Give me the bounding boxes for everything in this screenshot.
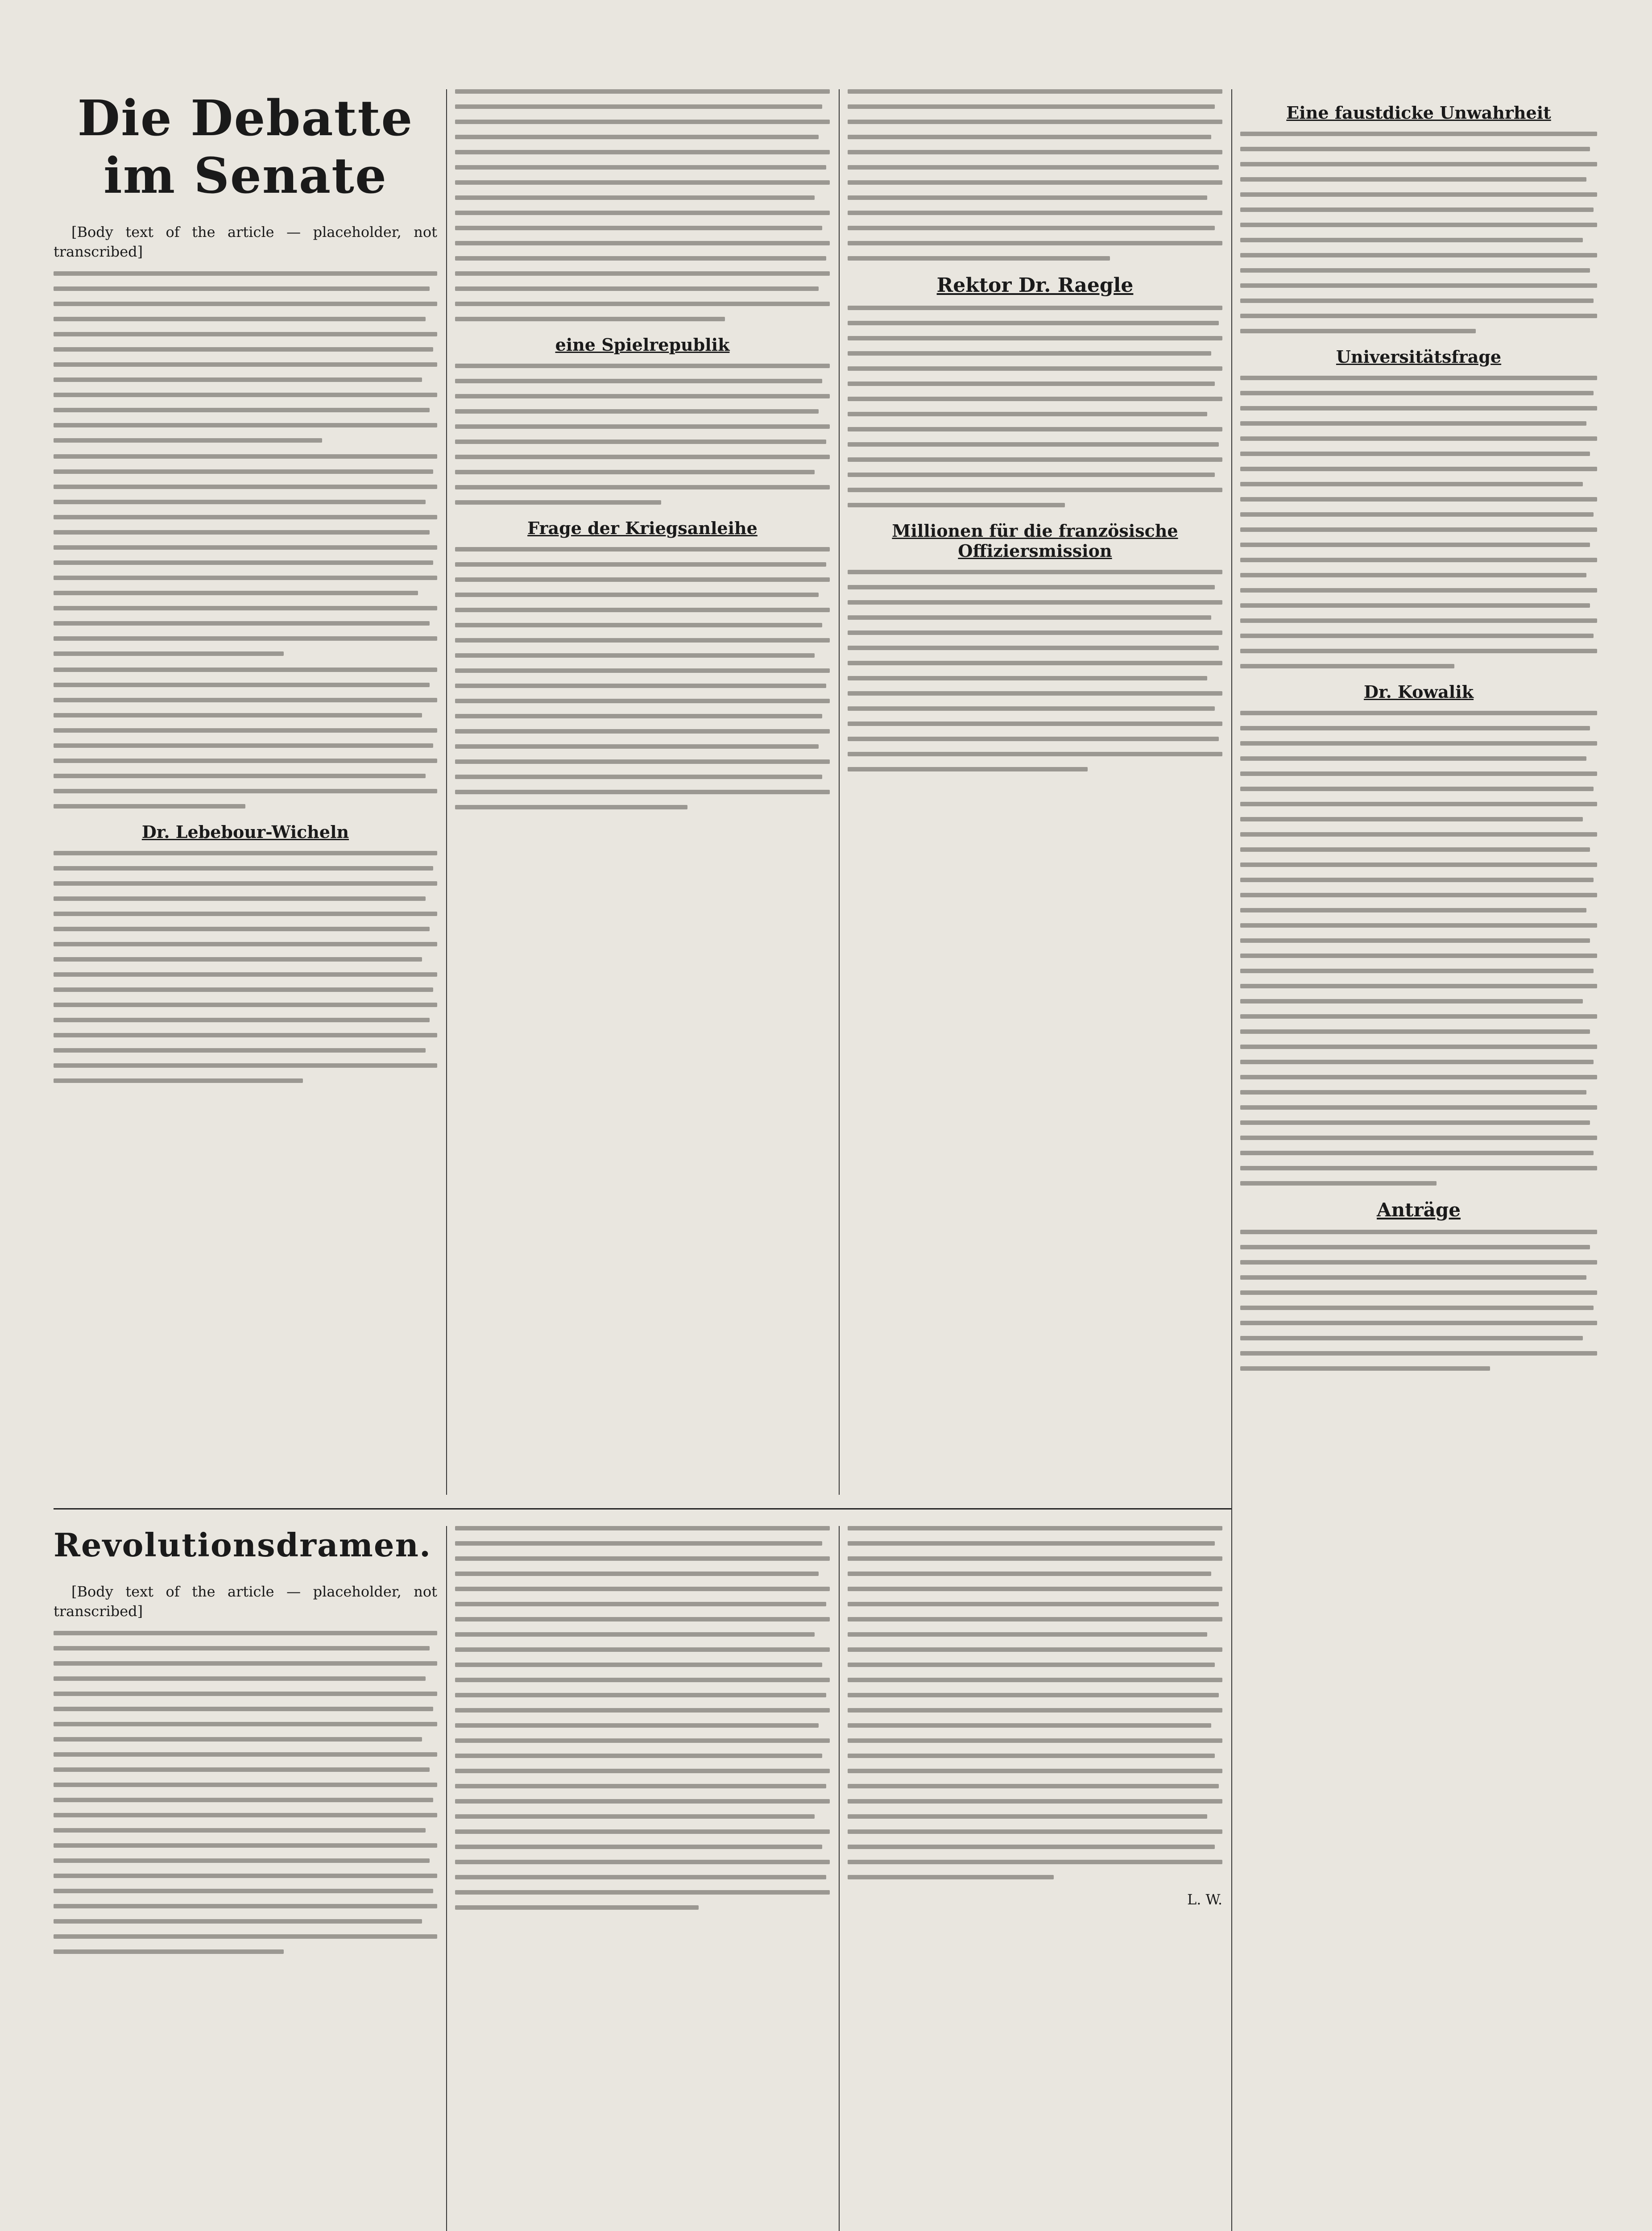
text-block	[54, 851, 437, 1083]
subhead: Millionen für die französische Offiziersmission	[892, 521, 1178, 561]
text-block	[455, 89, 830, 321]
subhead: Universitätsfrage	[1336, 347, 1502, 367]
subhead: eine Spielrepublik	[555, 335, 730, 355]
main-article-column-4	[1240, 89, 1597, 2231]
subhead: Rektor Dr. Raegle	[936, 274, 1134, 297]
subhead: Dr. Kowalik	[1363, 682, 1474, 702]
text-block	[54, 454, 437, 656]
column-rule	[839, 89, 840, 1495]
second-article-column-1	[54, 1526, 437, 2231]
text-block	[1240, 1230, 1597, 1371]
column-rule	[446, 89, 447, 1495]
column-rule	[1231, 89, 1232, 2231]
column-rule	[446, 1526, 447, 2231]
article-paragraph: [Body text of the article — placeholder, not transcribed]	[54, 1583, 437, 1620]
text-block	[54, 1631, 437, 1954]
text-block	[848, 570, 1222, 771]
subhead: Eine faustdicke Unwahrheit	[1286, 103, 1551, 123]
text-block	[455, 1526, 830, 1910]
article-paragraph: [Body text of the article — placeholder, not transcribed]	[54, 224, 437, 260]
text-block	[1240, 376, 1597, 668]
main-article-column-2	[455, 89, 830, 1499]
text-block	[1240, 132, 1597, 333]
text-block	[455, 547, 830, 809]
text-block	[848, 1526, 1222, 1879]
second-article-column-2	[455, 1526, 830, 2231]
text-block	[54, 668, 437, 809]
text-block	[848, 89, 1222, 261]
main-article-column-1	[54, 89, 437, 1499]
second-article-column-3	[848, 1526, 1222, 2231]
article-divider	[54, 1508, 1231, 1509]
subhead: Frage der Kriegsanleihe	[527, 518, 758, 538]
main-headline: Die Debatte im Senate	[77, 89, 414, 204]
main-article-column-3	[848, 89, 1222, 1499]
article-signature: L. W.	[1187, 1891, 1222, 1908]
text-block	[848, 306, 1222, 507]
subhead: Dr. Lebebour-Wicheln	[141, 822, 349, 842]
subhead: Anträge	[1377, 1199, 1461, 1221]
column-rule	[839, 1526, 840, 2231]
text-block	[54, 271, 437, 443]
text-block	[455, 364, 830, 505]
text-block	[1240, 711, 1597, 1186]
second-headline: Revolutionsdramen.	[54, 1526, 432, 1564]
